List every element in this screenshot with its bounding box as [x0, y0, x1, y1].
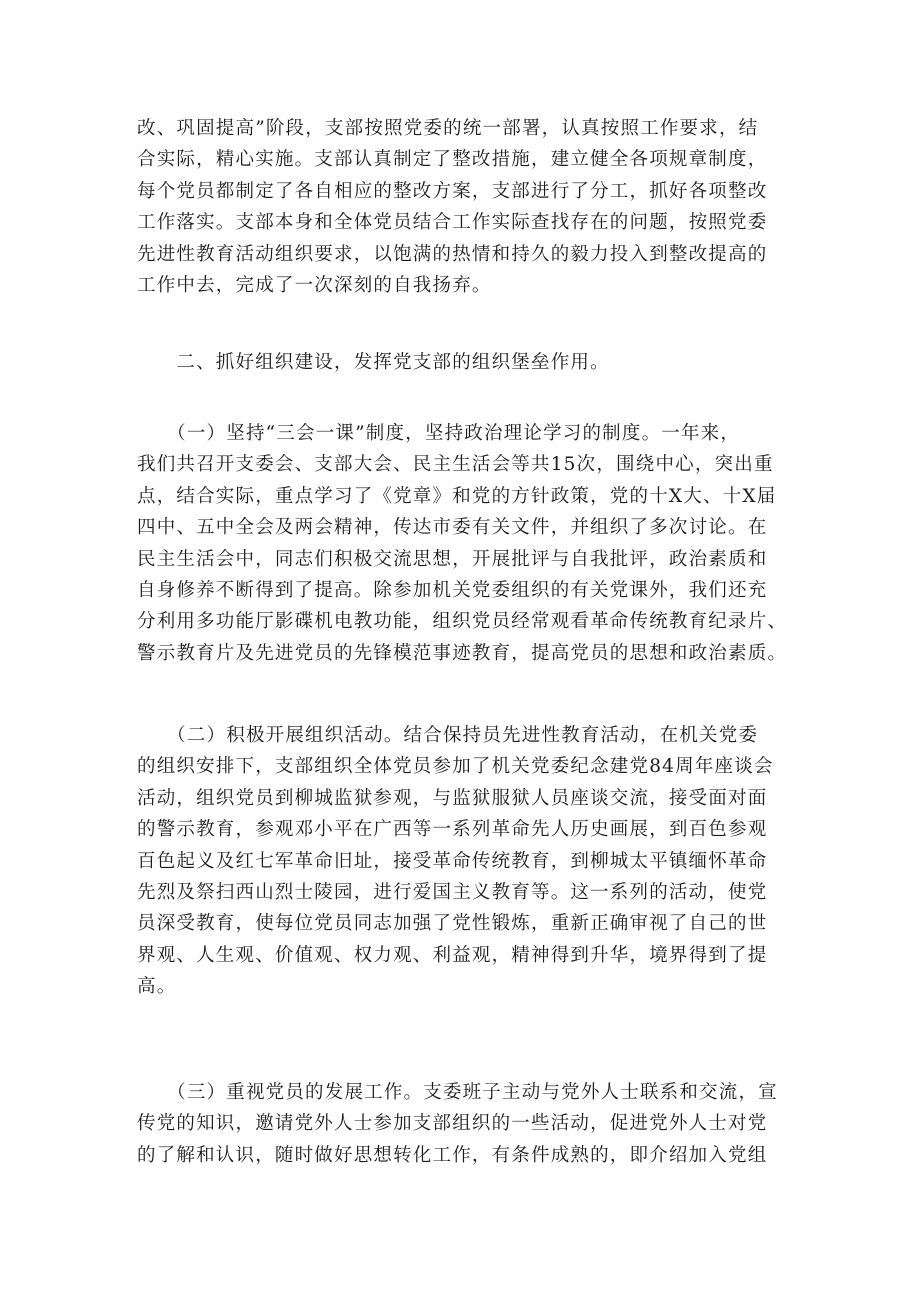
text-line: 四中、五中全会及两会精神，传达市委有关文件，并组织了多次讨论。在 — [137, 517, 768, 539]
text-line: （三）重视党员的发展工作。支委班子主动与党外人士联系和交流，宣 — [137, 1082, 778, 1103]
text-line: 每个党员都制定了各自相应的整改方案，支部进行了分工，抓好各项整改 — [137, 180, 768, 202]
paragraph-rectification-summary — [137, 113, 787, 301]
text-line: 的警示教育，参观邓小平在广西等一系列革命先人历史画展，到百色参观 — [137, 819, 768, 841]
section-heading-organization — [137, 347, 787, 378]
text-line: 合实际，精心实施。支部认真制定了整改措施，建立健全各项规章制度， — [137, 149, 768, 171]
text-line: 分利用多功能厅影碟机电教功能，组织党员经常观看革命传统教育纪录片、 — [137, 611, 788, 633]
text-line: 的了解和认识，随时做好思想转化工作，有条件成熟的，即介绍加入党组 — [137, 1144, 768, 1166]
text-line: 工作中去，完成了一次深刻的自我扬弃。 — [137, 274, 492, 296]
text-line: 点，结合实际，重点学习了《党章》和党的方针政策，党的十X大、十X届 — [137, 485, 777, 507]
text-line: 界观、人生观、价值观、权力观、利益观，精神得到升华，境界得到了提 — [137, 944, 768, 966]
text-line: 我们共召开支委会、支部大会、民主生活会等共15次，围绕中心，突出重 — [137, 454, 774, 476]
text-line: 工作落实。支部本身和全体党员结合工作实际查找存在的问题，按照党委 — [137, 212, 768, 234]
text-line: 百色起义及红七军革命旧址，接受革命传统教育，到柳城太平镇缅怀革命 — [137, 850, 768, 872]
text-line: 改、巩固提高”阶段，支部按照党委的统一部署，认真按照工作要求，结 — [137, 118, 759, 139]
text-line: 先进性教育活动组织要求，以饱满的热情和持久的毅力投入到整改提高的 — [137, 243, 768, 265]
paragraph-organization-activities — [137, 720, 787, 1003]
text-line: （二）积极开展组织活动。结合保持员先进性教育活动，在机关党委 — [137, 725, 759, 746]
text-line: 员深受教育，使每位党员同志加强了党性锻炼，重新正确审视了自己的世 — [137, 913, 768, 935]
text-line: 先烈及祭扫西山烈士陵园，进行爱国主义教育等。这一系列的活动，使党 — [137, 881, 768, 903]
text-line: 警示教育片及先进党员的先锋模范事迹教育，提高党员的思想和政治素质。 — [137, 642, 788, 664]
paragraph-three-meetings — [137, 418, 787, 669]
text-line: （一）坚持“三会一课”制度，坚持政治理论学习的制度。一年来， — [137, 423, 741, 444]
paragraph-member-development — [137, 1077, 787, 1171]
text-line: 传党的知识，邀请党外人士参加支部组织的一些活动，促进党外人士对党 — [137, 1113, 768, 1135]
text-line: 自身修养不断得到了提高。除参加机关党委组织的有关党课外，我们还充 — [137, 579, 768, 601]
text-line: 民主生活会中，同志们积极交流思想，开展批评与自我批评，政治素质和 — [137, 548, 768, 570]
text-line: 二、抓好组织建设，发挥党支部的组织堡垒作用。 — [137, 352, 610, 373]
text-line: 活动，组织党员到柳城监狱参观，与监狱服狱人员座谈交流，接受面对面 — [137, 787, 768, 809]
text-line: 高。 — [137, 976, 177, 998]
text-line: 的组织安排下，支部组织全体党员参加了机关党委纪念建党84周年座谈会 — [137, 756, 774, 778]
